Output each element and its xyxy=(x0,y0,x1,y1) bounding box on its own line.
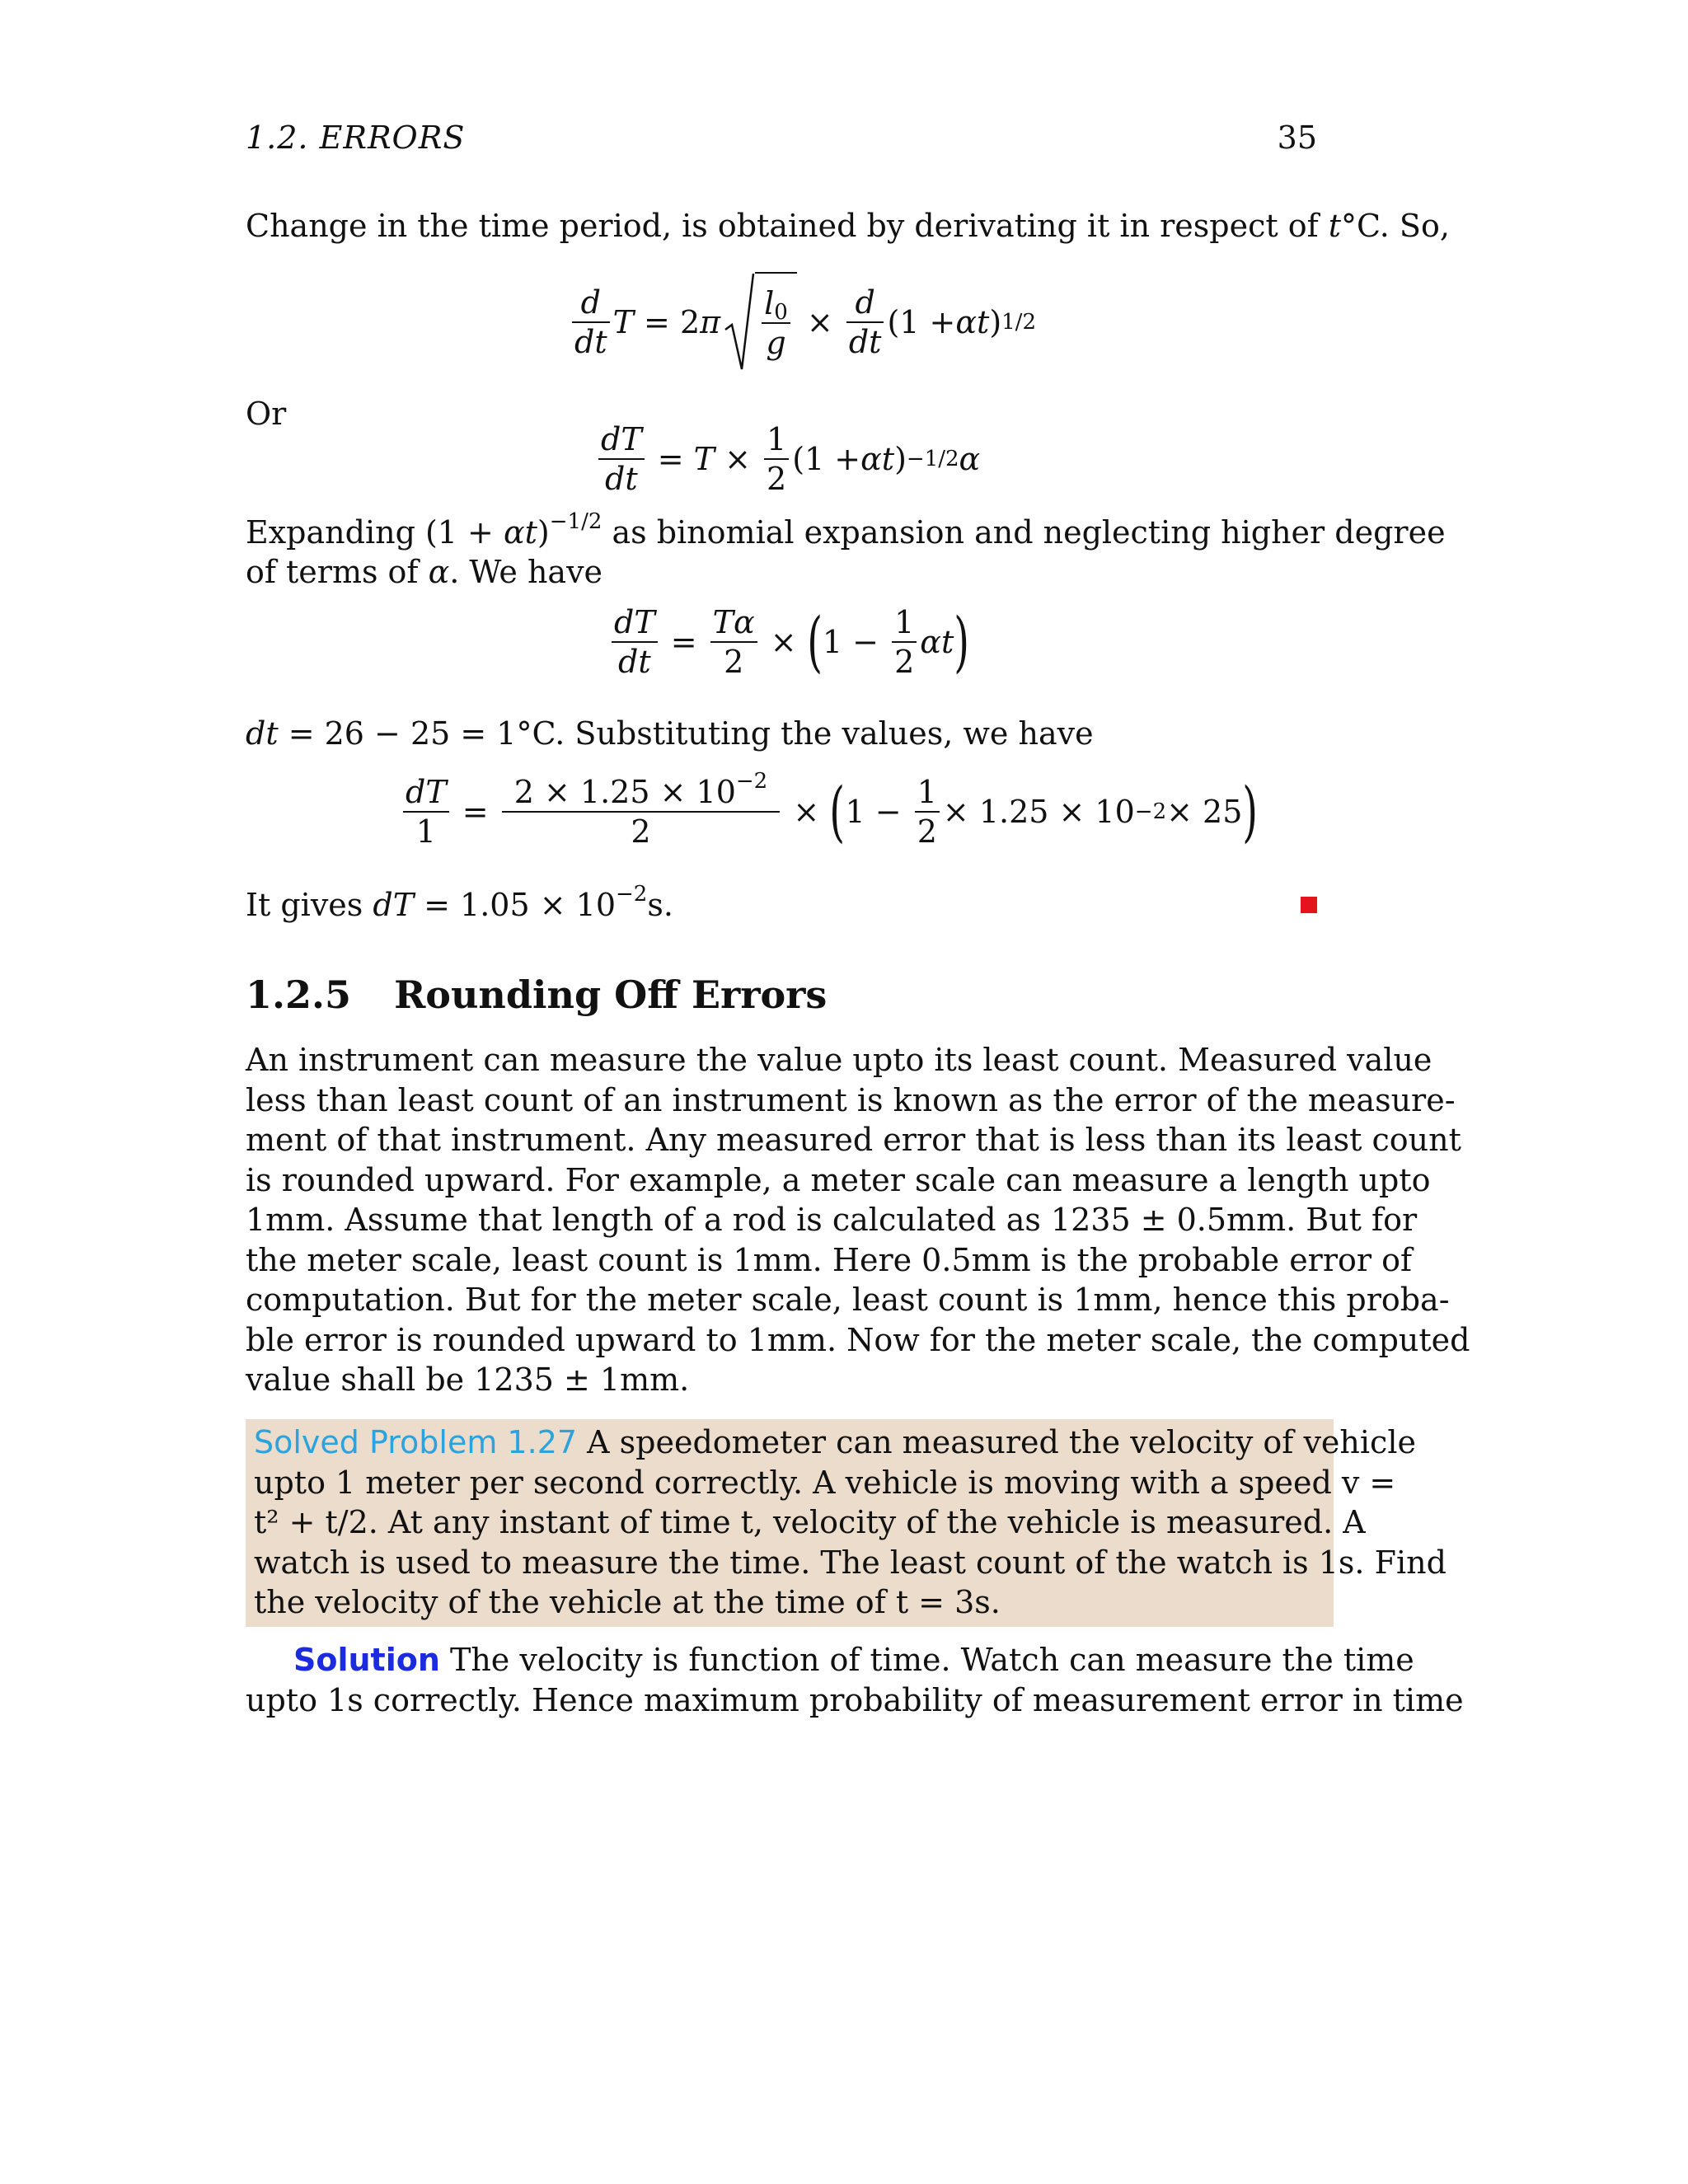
section-heading xyxy=(246,972,827,1017)
result-line: It gives dT = $1.05 \times 10^{-2}s$. xyxy=(246,882,673,923)
section-number: 1.2.5 xyxy=(246,972,352,1017)
problem-text xyxy=(254,1422,1447,1623)
or-label: Or xyxy=(246,396,287,432)
solution-line: upto 1s correctly. Hence maximum probability of measurement error in time xyxy=(246,1681,1464,1718)
equation-derivative-period: $\frac{d}{dt}$ T = 2 π $\frac{l_0}{g}$ × $\frac{d}{dt}$ (1 + αt ) 1/2 xyxy=(569,272,1036,373)
paragraph-line: less than least count of an instrument is known as the error of the measure- xyxy=(246,1081,1456,1118)
problem-line: the velocity of the vehicle at the time of t = 3s. xyxy=(254,1584,1001,1620)
paragraph-line: ble error is rounded upward to 1mm. Now for the meter scale, the computed xyxy=(246,1321,1470,1358)
equation-binomial: $\frac{dT}{dt}$ = $\frac{T\alpha}{2}$ × ( 1 − $\frac{1}{2}$ αt ) xyxy=(608,603,969,681)
paragraph-line: value shall be 1235 ± 1mm. xyxy=(246,1361,690,1398)
solution-text xyxy=(246,1640,1464,1720)
paragraph-line: 1mm. Assume that length of a rod is calculated as 1235 ± 0.5mm. But for xyxy=(246,1202,1418,1238)
paragraph-line: is rounded upward. For example, a meter scale can measure a length upto xyxy=(246,1161,1431,1198)
solution-line: Solution The velocity is function of time. Watch can measure the time xyxy=(293,1642,1414,1678)
expanding-line-2: of terms of α. We have xyxy=(246,554,603,590)
end-of-proof-mark xyxy=(1301,897,1317,913)
rounding-paragraph xyxy=(246,1040,1470,1400)
equation-numeric: $\frac{dT}{1}$ = $\frac{2 \times 1.25 \times 10^{-2}}{2}$ × ( 1 − $\frac{1}{2}$ × 1.25 × 10 −2 × 25 ) xyxy=(400,773,1259,851)
paragraph-line: the meter scale, least count is 1mm. Here 0.5mm is the probable error of xyxy=(246,1241,1413,1278)
running-header-section: 1.2. ERRORS xyxy=(246,120,466,156)
problem-label: Solved Problem 1.27 xyxy=(254,1424,578,1460)
paragraph-line: An instrument can measure the value upto its least count. Measured value xyxy=(246,1042,1432,1078)
equation-dT-dt: $\frac{dT}{dt}$ = T × $\frac{1}{2}$ (1 + αt ) −1/2 α xyxy=(595,420,980,498)
problem-line: upto 1 meter per second correctly. A vehicle is moving with a speed v = xyxy=(254,1464,1396,1501)
paragraph-line: computation. But for the meter scale, least count is 1mm, hence this proba- xyxy=(246,1282,1450,1318)
problem-line: watch is used to measure the time. The least count of the watch is 1s. Find xyxy=(254,1544,1447,1581)
section-title: Rounding Off Errors xyxy=(394,972,828,1017)
page-number: 35 xyxy=(1277,120,1317,156)
expanding-line-1: Expanding $(1 + \alpha t)^{-1/2}$ as binomial expansion and neglecting higher degree xyxy=(246,509,1446,551)
paragraph-line: ment of that instrument. Any measured error that is less than its least count xyxy=(246,1122,1461,1158)
problem-line: t² + t/2. At any instant of time t, velocity of the vehicle is measured. A xyxy=(254,1504,1366,1540)
problem-line: Solved Problem 1.27 A speedometer can measured the velocity of vehicle xyxy=(254,1424,1416,1460)
solution-label: Solution xyxy=(293,1642,440,1678)
dt-substitution-line: dt = 26 − 25 = 1°C. Substituting the values, we have xyxy=(246,715,1094,752)
solved-problem-box xyxy=(246,1419,1447,1627)
intro-sentence: Change in the time period, is obtained by derivating it in respect of t°C. So, xyxy=(246,208,1450,244)
